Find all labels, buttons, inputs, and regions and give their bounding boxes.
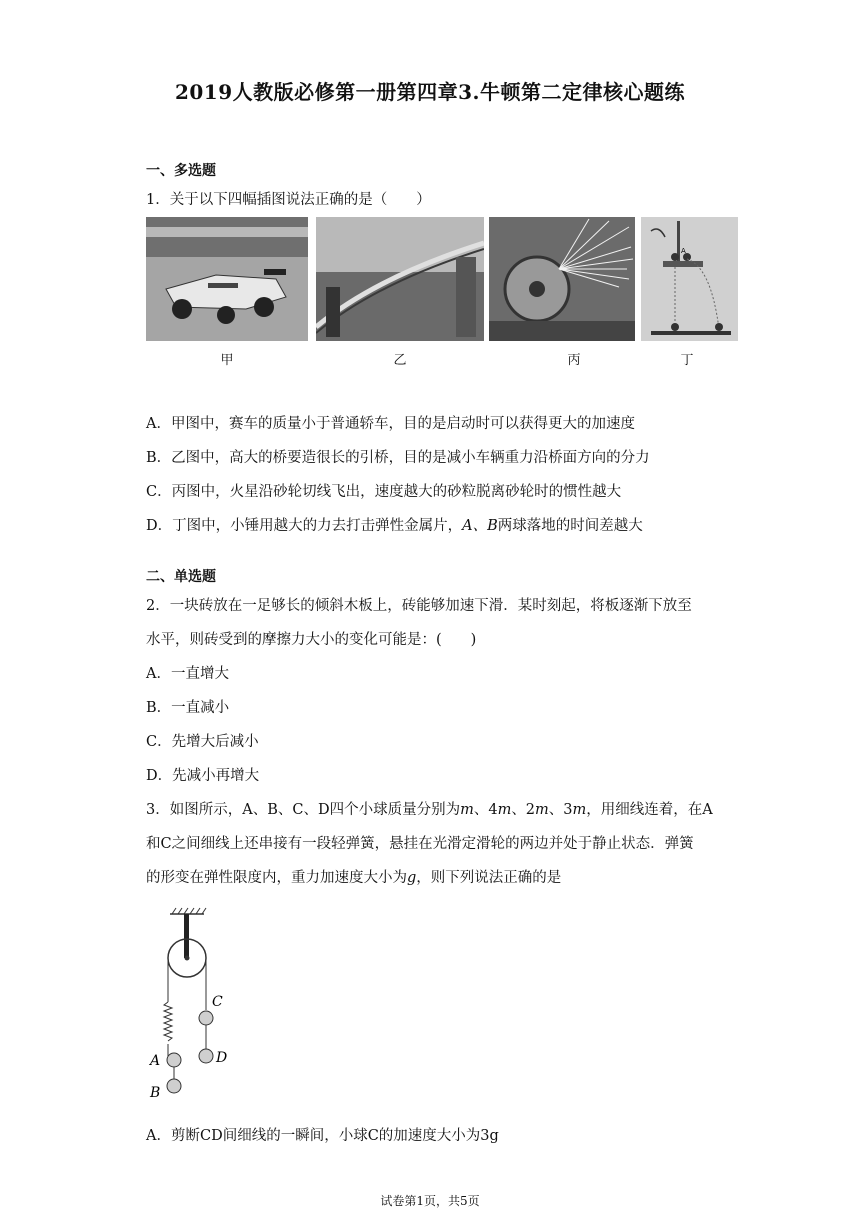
grinding-wheel-photo: [489, 217, 635, 341]
q3-text: 3．如图所示，A、B、C、D四个小球质量分别为: [146, 802, 461, 818]
spring-plate-ball-apparatus: [641, 217, 738, 341]
mass-symbol: m: [460, 802, 474, 818]
q1-option-a: A．甲图中，赛车的质量小于普通轿车，目的是启动时可以获得更大的加速度: [146, 416, 635, 432]
fig4-ball-label: A: [681, 247, 686, 255]
q3-stem-line2: 和C之间细线上还串接有一段轻弹簧，悬挂在光滑定滑轮的两边并处于静止状态．弹簧: [146, 836, 694, 852]
q3-stem-line3: [146, 866, 561, 887]
fig-label-yi: 乙: [393, 353, 407, 368]
q2-option-d: D．先减小再增大: [146, 768, 260, 784]
bridge-photo: [316, 217, 484, 341]
q3-text: ，用细线连着，在A: [586, 802, 713, 818]
q1-option-c: C．丙图中，火星沿砂轮切线飞出，速度越大的砂粒脱离砂轮时的惯性越大: [146, 484, 622, 500]
section-single-choice: 二、单选题: [146, 569, 216, 585]
q3-text: 、3: [548, 802, 573, 818]
ball-label-c: C: [212, 994, 223, 1010]
ball-label-d: D: [216, 1050, 228, 1066]
q2-stem-line1: 2．一块砖放在一足够长的倾斜木板上，砖能够加速下滑．某时刻起，将板逐渐下放至: [146, 598, 692, 614]
mass-symbol: m: [572, 802, 587, 818]
ball-label-a: A: [150, 1053, 161, 1069]
section-multi-choice: 一、多选题: [146, 163, 216, 179]
q1-option-d-pre: D．丁图中，小锤用越大的力去打击弹性金属片，: [146, 518, 463, 534]
q1-option-d-var: A、B: [462, 518, 498, 534]
pulley-diagram: [146, 906, 256, 1106]
fig-label-bing: 丙: [567, 353, 581, 368]
gravity-symbol: g: [407, 870, 417, 886]
q1-option-b: B．乙图中，高大的桥要造很长的引桥，目的是减小车辆重力沿桥面方向的分力: [146, 450, 650, 466]
q2-option-a: A．一直增大: [146, 666, 229, 682]
q3-option-a: A．剪断CD间细线的一瞬间，小球C的加速度大小为3g: [146, 1128, 499, 1144]
q3-text: 、2: [511, 802, 536, 818]
q1-figures: [146, 217, 738, 367]
q3-text: ，则下列说法正确的是: [416, 870, 562, 886]
q2-stem-line2: 水平，则砖受到的摩擦力大小的变化可能是：( ): [146, 632, 477, 648]
q2-option-c: C．先增大后减小: [146, 734, 259, 750]
q3-text: 、4: [473, 802, 498, 818]
q2-option-b: B．一直减小: [146, 700, 230, 716]
q1-option-d-post: 两球落地的时间差越大: [497, 518, 643, 534]
fig-label-ding: 丁: [680, 353, 694, 368]
mass-symbol: m: [535, 802, 549, 818]
q1-option-d: [146, 514, 643, 535]
page-title: 2019人教版必修第一册第四章3.牛顿第二定律核心题练: [174, 80, 686, 104]
race-car-photo: [146, 217, 308, 341]
q3-text: 的形变在弹性限度内，重力加速度大小为: [146, 870, 407, 886]
mass-symbol: m: [497, 802, 512, 818]
q1-stem: 1．关于以下四幅插图说法正确的是（ ）: [146, 192, 431, 208]
page-footer: 试卷第1页，共5页: [380, 1194, 480, 1208]
ball-label-b: B: [150, 1085, 161, 1101]
q3-stem-line1: [146, 798, 713, 819]
fig-label-jia: 甲: [220, 353, 234, 368]
